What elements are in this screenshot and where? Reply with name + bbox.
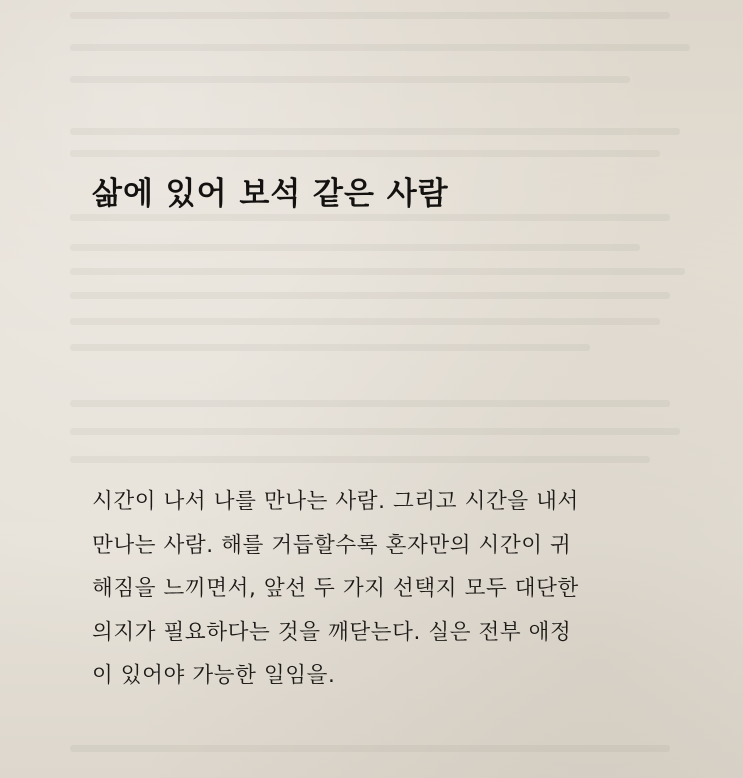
body-line: 이 있어야 가능한 일임을. [92,663,336,688]
body-line: 의지가 필요하다는 것을 깨닫는다. 실은 전부 애정 [92,619,572,645]
body-line: 시간이 나서 나를 만나는 사람. 그리고 시간을 내서 [92,489,579,514]
body-paragraph [92,480,712,698]
page-title: 삶에 있어 보석 같은 사람 [92,176,449,212]
body-line: 만나는 사람. 해를 거듭할수록 혼자만의 시간이 귀 [92,532,572,558]
body-line: 해짐을 느끼면서, 앞선 두 가지 선택지 모두 대단한 [92,576,579,601]
